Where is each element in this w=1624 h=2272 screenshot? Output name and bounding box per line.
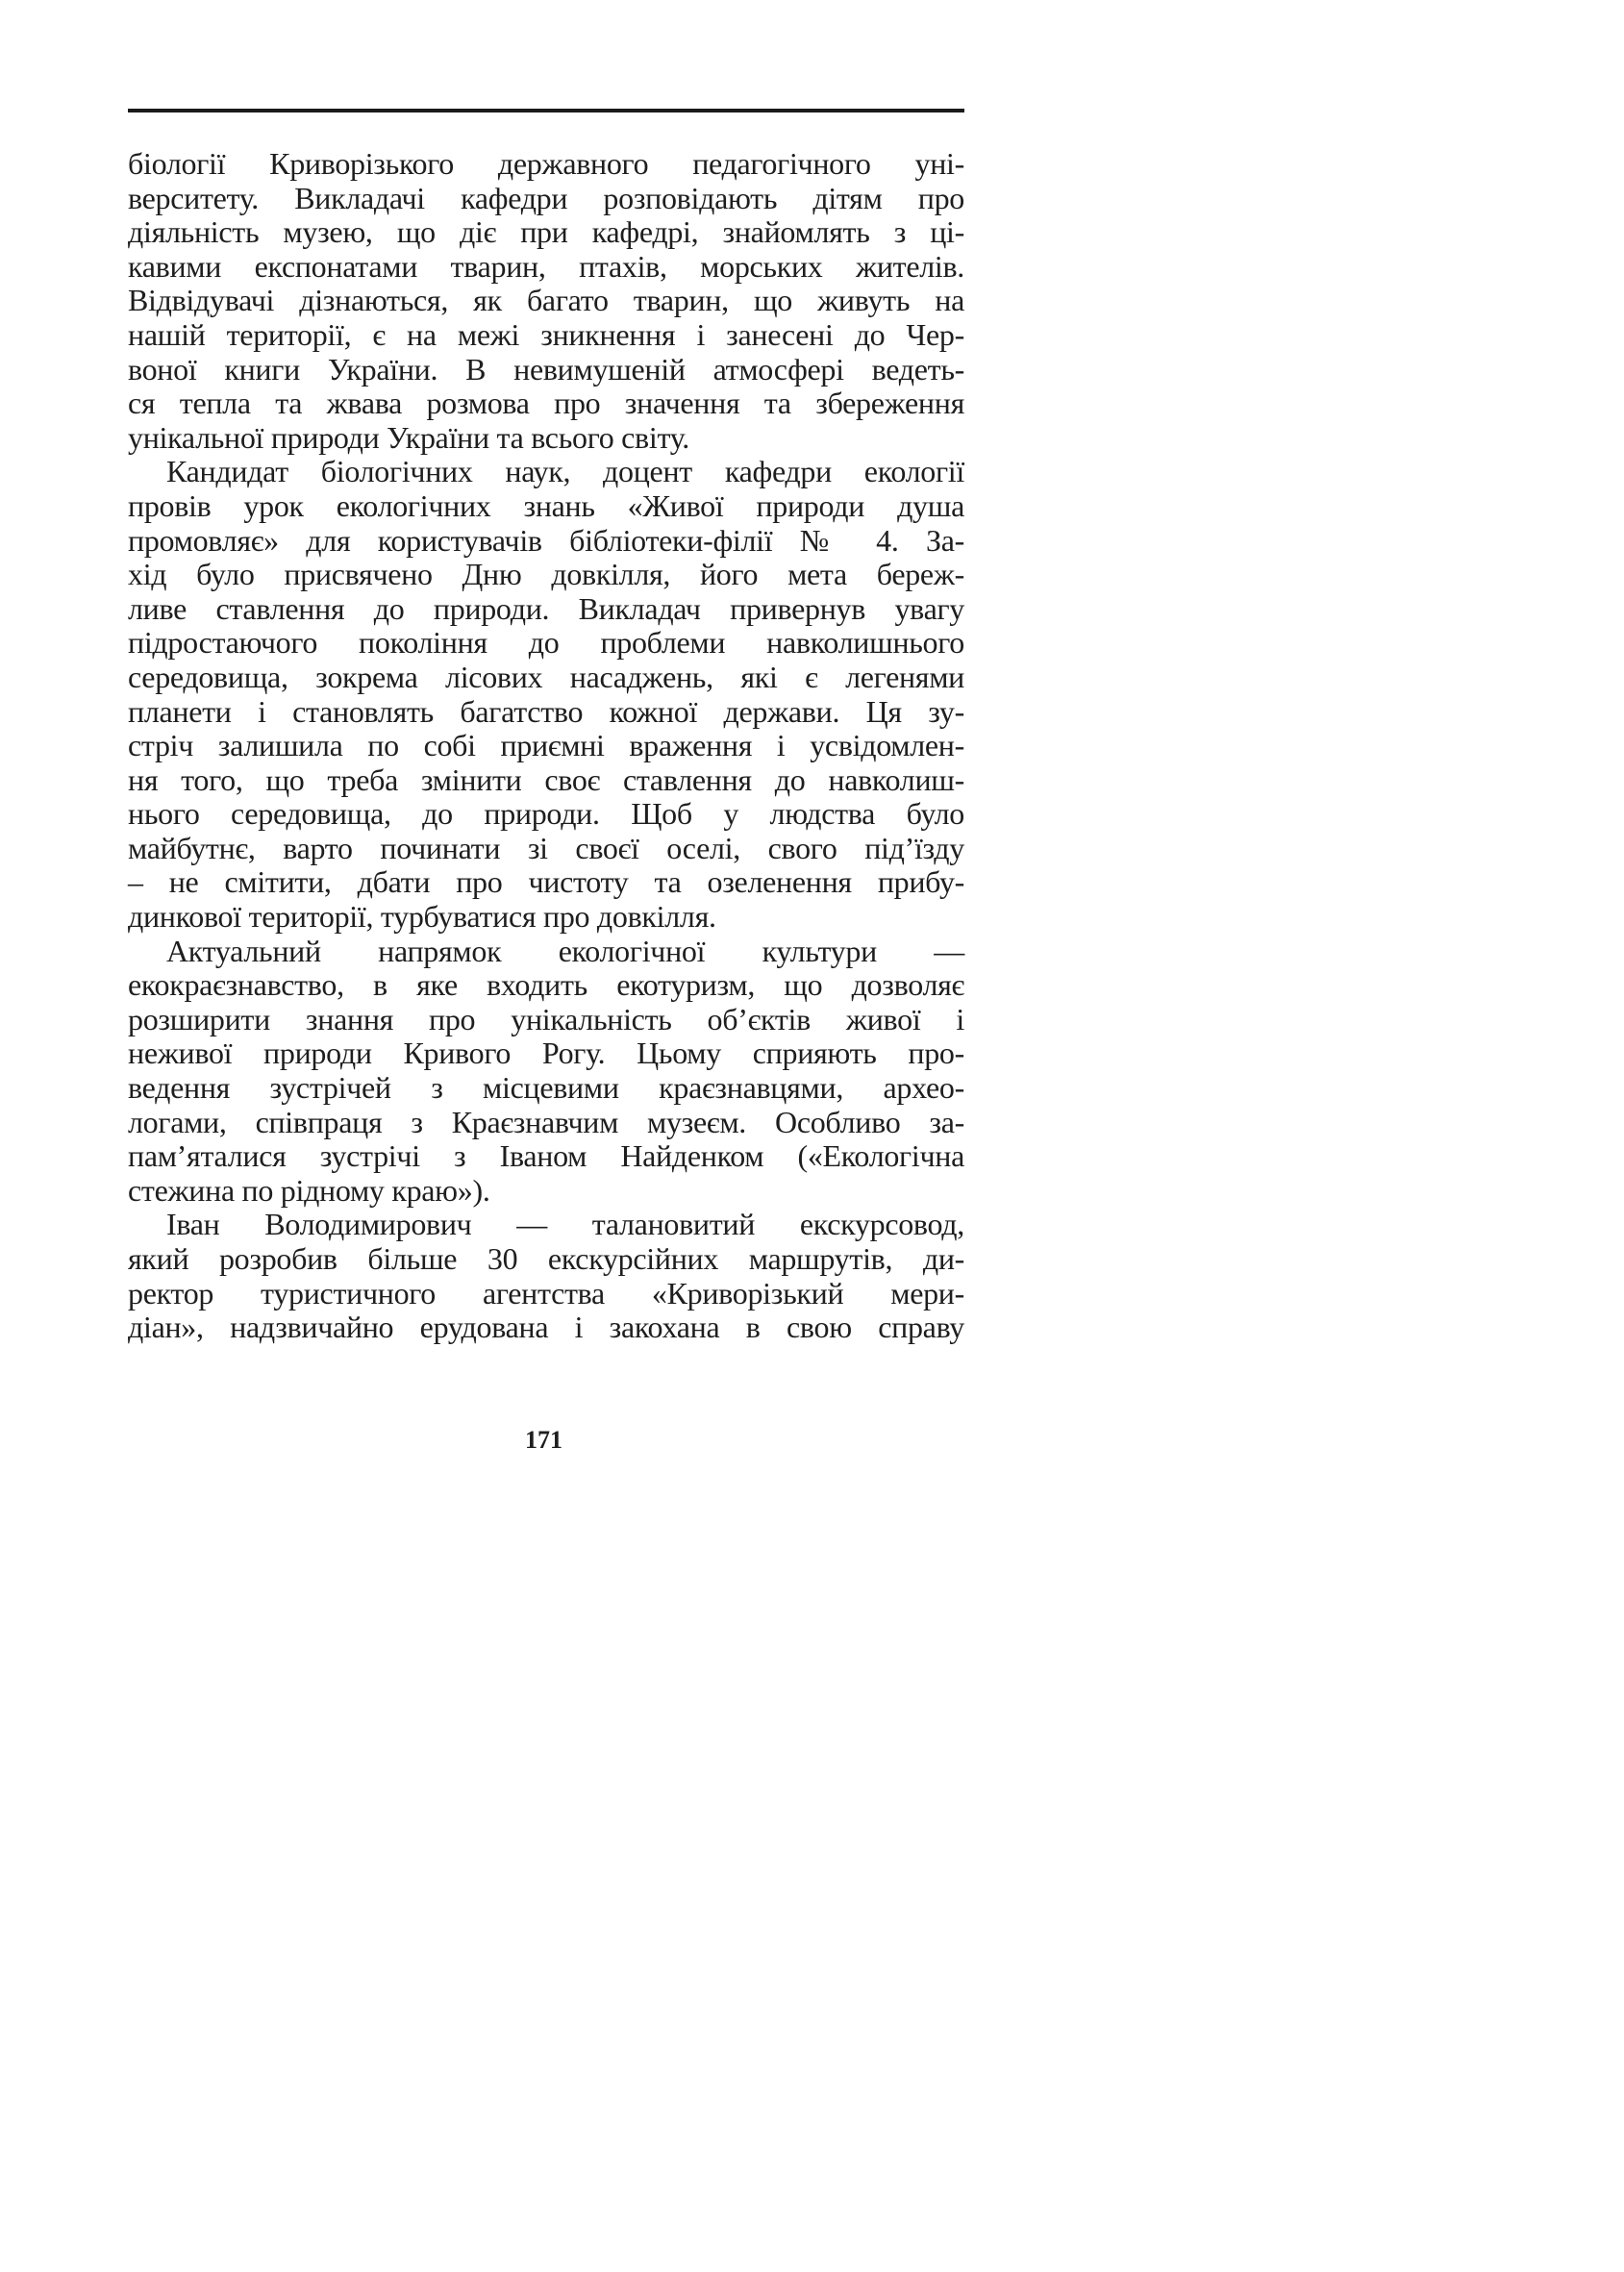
text-line: пам’яталися зустрічі з Іваном Найденком («Екологічна	[128, 1138, 964, 1174]
text-line: планети і становлять багатство кожної держави. Ця зу-	[128, 693, 964, 729]
text-line: ведення зустрічей з місцевими краєзнавцями, архео-	[128, 1070, 964, 1106]
page-number: 171	[525, 1426, 562, 1454]
text-line: діяльність музею, що діє при кафедрі, знайомлять з ці-	[128, 214, 964, 250]
text-line: нього середовища, до природи. Щоб у людства було	[128, 796, 964, 832]
text-line: середовища, зокрема лісових насаджень, які є легенями	[128, 659, 964, 694]
text-line: майбутнє, варто починати зі своєї оселі, свого під’їзду	[128, 830, 964, 865]
text-line: ректор туристичного агентства «Криворізький мери-	[128, 1275, 964, 1311]
text-line: Актуальний напрямок екологічної культури —	[166, 933, 964, 968]
text-line: динкової території, турбуватися про довкілля.	[128, 899, 716, 935]
text-line: біології Криворізького державного педагогічного уні-	[128, 146, 964, 181]
text-line: ня того, що треба змінити своє ставлення до навколиш-	[128, 761, 964, 797]
text-line: промовляє» для користувачів бібліотеки-філії № 4. За-	[128, 522, 964, 558]
text-line: ливе ставлення до природи. Викладач привернув увагу	[128, 590, 964, 626]
text-line: підростаючого покоління до проблеми навколишнього	[128, 625, 964, 661]
document-page	[0, 0, 1087, 1514]
text-line: Відвідувачі дізнаються, як багато тварин, що живуть на	[128, 283, 964, 318]
text-line: – не смітити, дбати про чистоту та озеленення прибу-	[128, 864, 964, 900]
text-line: неживої природи Кривого Рогу. Цьому сприяють про-	[128, 1036, 964, 1071]
header-rule	[128, 109, 964, 112]
text-line: екокраєзнавство, в яке входить екотуризм, що дозволяє	[128, 967, 964, 1003]
text-line: логами, співпраця з Краєзнавчим музеєм. Особливо за-	[128, 1104, 964, 1139]
text-line: Кандидат біологічних наук, доцент кафедри екології	[166, 454, 964, 489]
text-line: кавими експонатами тварин, птахів, морських жителів.	[128, 248, 964, 284]
text-line: діан», надзвичайно ерудована і закохана в свою справу	[128, 1310, 964, 1345]
text-line: ся тепла та жвава розмова про значення та збереження	[128, 386, 964, 421]
text-line: верситету. Викладачі кафедри розповідають дітям про	[128, 180, 964, 215]
text-line: воної книги України. В невимушеній атмосфері ведеть-	[128, 351, 964, 387]
text-line: Іван Володимирович — талановитий екскурсовод,	[166, 1207, 964, 1242]
text-line: унікальної природи України та всього світу.	[128, 419, 689, 455]
text-line: хід було присвячено Дню довкілля, його мета береж-	[128, 557, 964, 592]
text-line: нашій території, є на межі зникнення і занесені до Чер-	[128, 316, 964, 352]
text-line: стріч залишила по собі приємні враження і усвідомлен-	[128, 728, 964, 763]
body-text	[128, 147, 964, 1345]
text-line: розширити знання про унікальність об’єктів живої і	[128, 1001, 964, 1036]
text-line: який розробив більше 30 екскурсійних маршрутів, ди-	[128, 1241, 964, 1276]
text-line: стежина по рідному краю»).	[128, 1172, 490, 1208]
text-line: провів урок екологічних знань «Живої природи душа	[128, 487, 964, 523]
